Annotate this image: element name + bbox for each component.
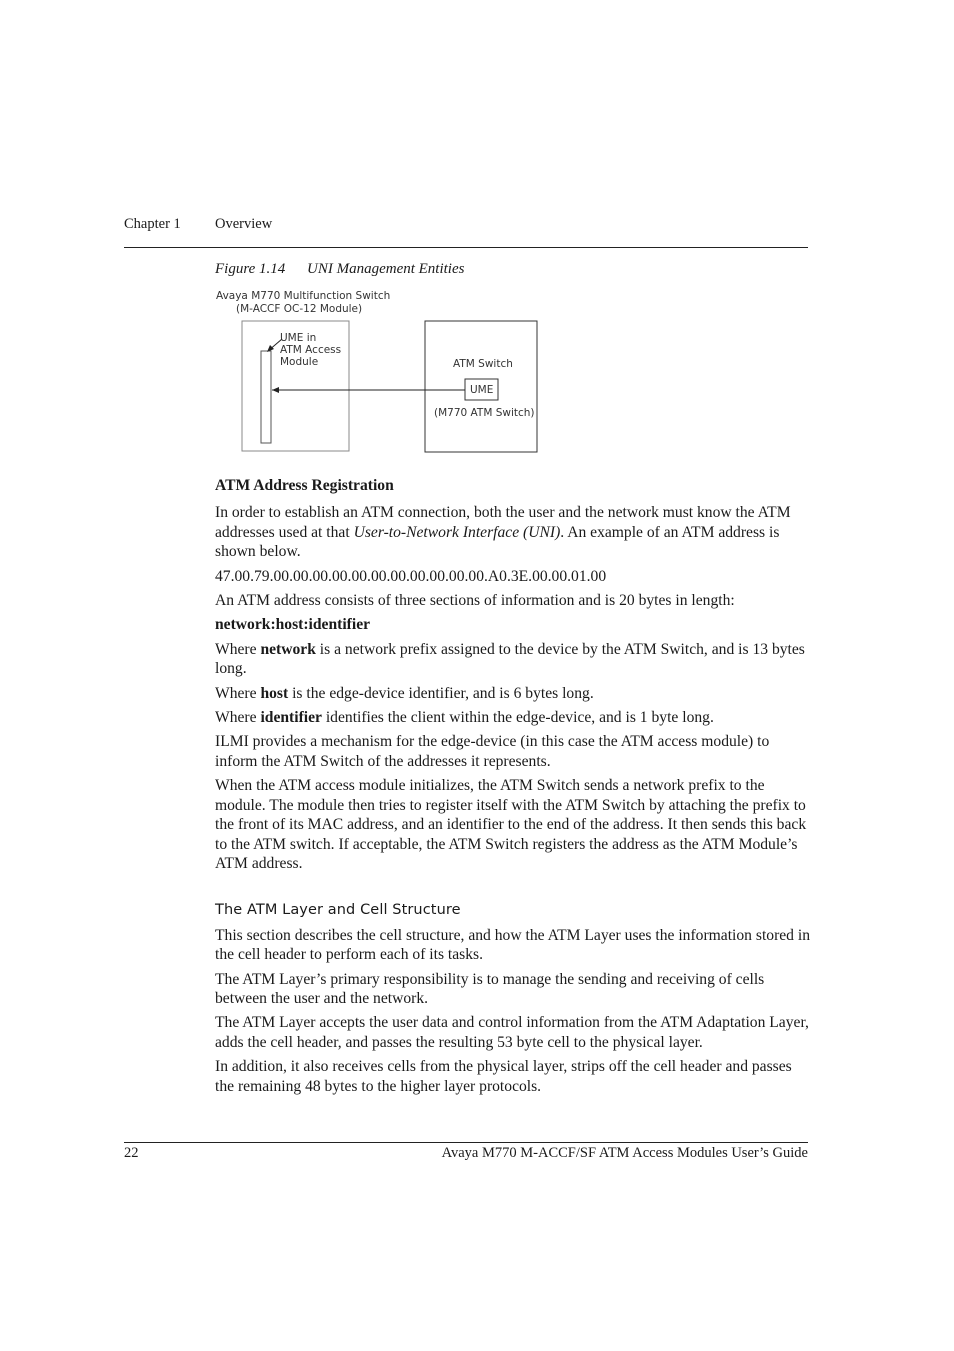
figure-caption bbox=[215, 261, 464, 278]
term-host: host bbox=[260, 684, 289, 702]
figure-number: Figure 1.14 bbox=[215, 261, 286, 277]
access-module-slot bbox=[261, 351, 271, 443]
multifunction-switch-label: Avaya M770 Multifunction Switch bbox=[216, 290, 391, 302]
text-run: Where bbox=[215, 640, 261, 658]
page-footer bbox=[124, 1142, 808, 1161]
body-content bbox=[215, 476, 810, 1101]
heading-atm-layer: The ATM Layer and Cell Structure bbox=[215, 902, 461, 919]
paragraph-network bbox=[215, 640, 810, 679]
ume-in-label: UME in bbox=[280, 332, 317, 344]
text-run: . An example of an ATM address is shown below. bbox=[215, 523, 780, 561]
uni-diagram bbox=[210, 285, 550, 460]
address-format-text: network:host:identifier bbox=[215, 616, 371, 634]
guide-title: Avaya M770 M-ACCF/SF ATM Access Modules User’s Guide bbox=[441, 1145, 808, 1161]
paragraph-intro bbox=[215, 503, 810, 561]
heading-atm-address-registration: ATM Address Registration bbox=[215, 477, 394, 494]
paragraph-ilmi: ILMI provides a mechanism for the edge-device (in this case the ATM access module) to inform the ATM Switch of the addresses it represents. bbox=[215, 733, 770, 770]
section-title: Overview bbox=[215, 216, 273, 232]
text-run: Where bbox=[215, 709, 261, 727]
text-run: is the edge-device identifier, and is 6 bytes long. bbox=[288, 684, 594, 702]
page-number: 22 bbox=[124, 1145, 139, 1161]
connection-arrowhead bbox=[272, 387, 279, 393]
paragraph-sections: An ATM address consists of three sections of information and is 20 bytes in length: bbox=[215, 592, 735, 610]
paragraph-initialization: When the ATM access module initializes, the ATM Switch sends a network prefix to the module. The module then tries to register itself with the ATM Switch by attaching the prefix to the front of its MAC address, and an identifier to the end of the address. It then sends this back to the ATM switch. If acceptable, the ATM Switch registers the address as the ATM Module’s ATM address. bbox=[215, 777, 807, 872]
address-format bbox=[215, 615, 810, 634]
m770-switch-label: (M770 ATM Switch) bbox=[434, 407, 535, 419]
atm-access-label: ATM Access bbox=[280, 344, 342, 356]
ume-label: UME bbox=[470, 384, 494, 396]
atm-address-example: 47.00.79.00.00.00.00.00.00.00.00.00.00.00.A0.3E.00.00.01.00 bbox=[215, 567, 607, 585]
uni-term: User-to-Network Interface (UNI) bbox=[353, 523, 561, 541]
term-identifier: identifier bbox=[260, 709, 322, 727]
text-run: Where bbox=[215, 684, 261, 702]
chapter-label: Chapter 1 bbox=[124, 216, 181, 232]
text-run: In order to establish an ATM connection, both the user and the network must know the ATM addresses used at that bbox=[215, 504, 791, 541]
paragraph-cell-structure: This section describes the cell structure, and how the ATM Layer uses the information stored in the cell header to perform each of its tasks. bbox=[215, 926, 811, 964]
page-header bbox=[124, 216, 808, 248]
paragraph-identifier bbox=[215, 708, 810, 727]
paragraph-receives: In addition, it also receives cells from the physical layer, strips off the cell header and passes the remaining 48 bytes to the higher layer protocols. bbox=[215, 1058, 792, 1095]
text-run: identifies the client within the edge-device, and is 1 byte long. bbox=[321, 709, 714, 727]
module-word-label: Module bbox=[280, 356, 319, 368]
atm-switch-label: ATM Switch bbox=[453, 358, 513, 370]
paragraph-accepts: The ATM Layer accepts the user data and control information from the ATM Adaptation Layer, adds the cell header, and passes the resulting 53 byte cell to the physical layer. bbox=[215, 1014, 809, 1051]
paragraph-host bbox=[215, 684, 810, 703]
module-label: (M-ACCF OC-12 Module) bbox=[236, 303, 363, 315]
figure-title: UNI Management Entities bbox=[307, 261, 465, 277]
text-run: is a network prefix assigned to the device by the ATM Switch, and is 13 bytes long. bbox=[215, 640, 805, 678]
paragraph-responsibility: The ATM Layer’s primary responsibility is to manage the sending and receiving of cells between the user and the network. bbox=[215, 970, 765, 1007]
term-network: network bbox=[260, 640, 316, 658]
